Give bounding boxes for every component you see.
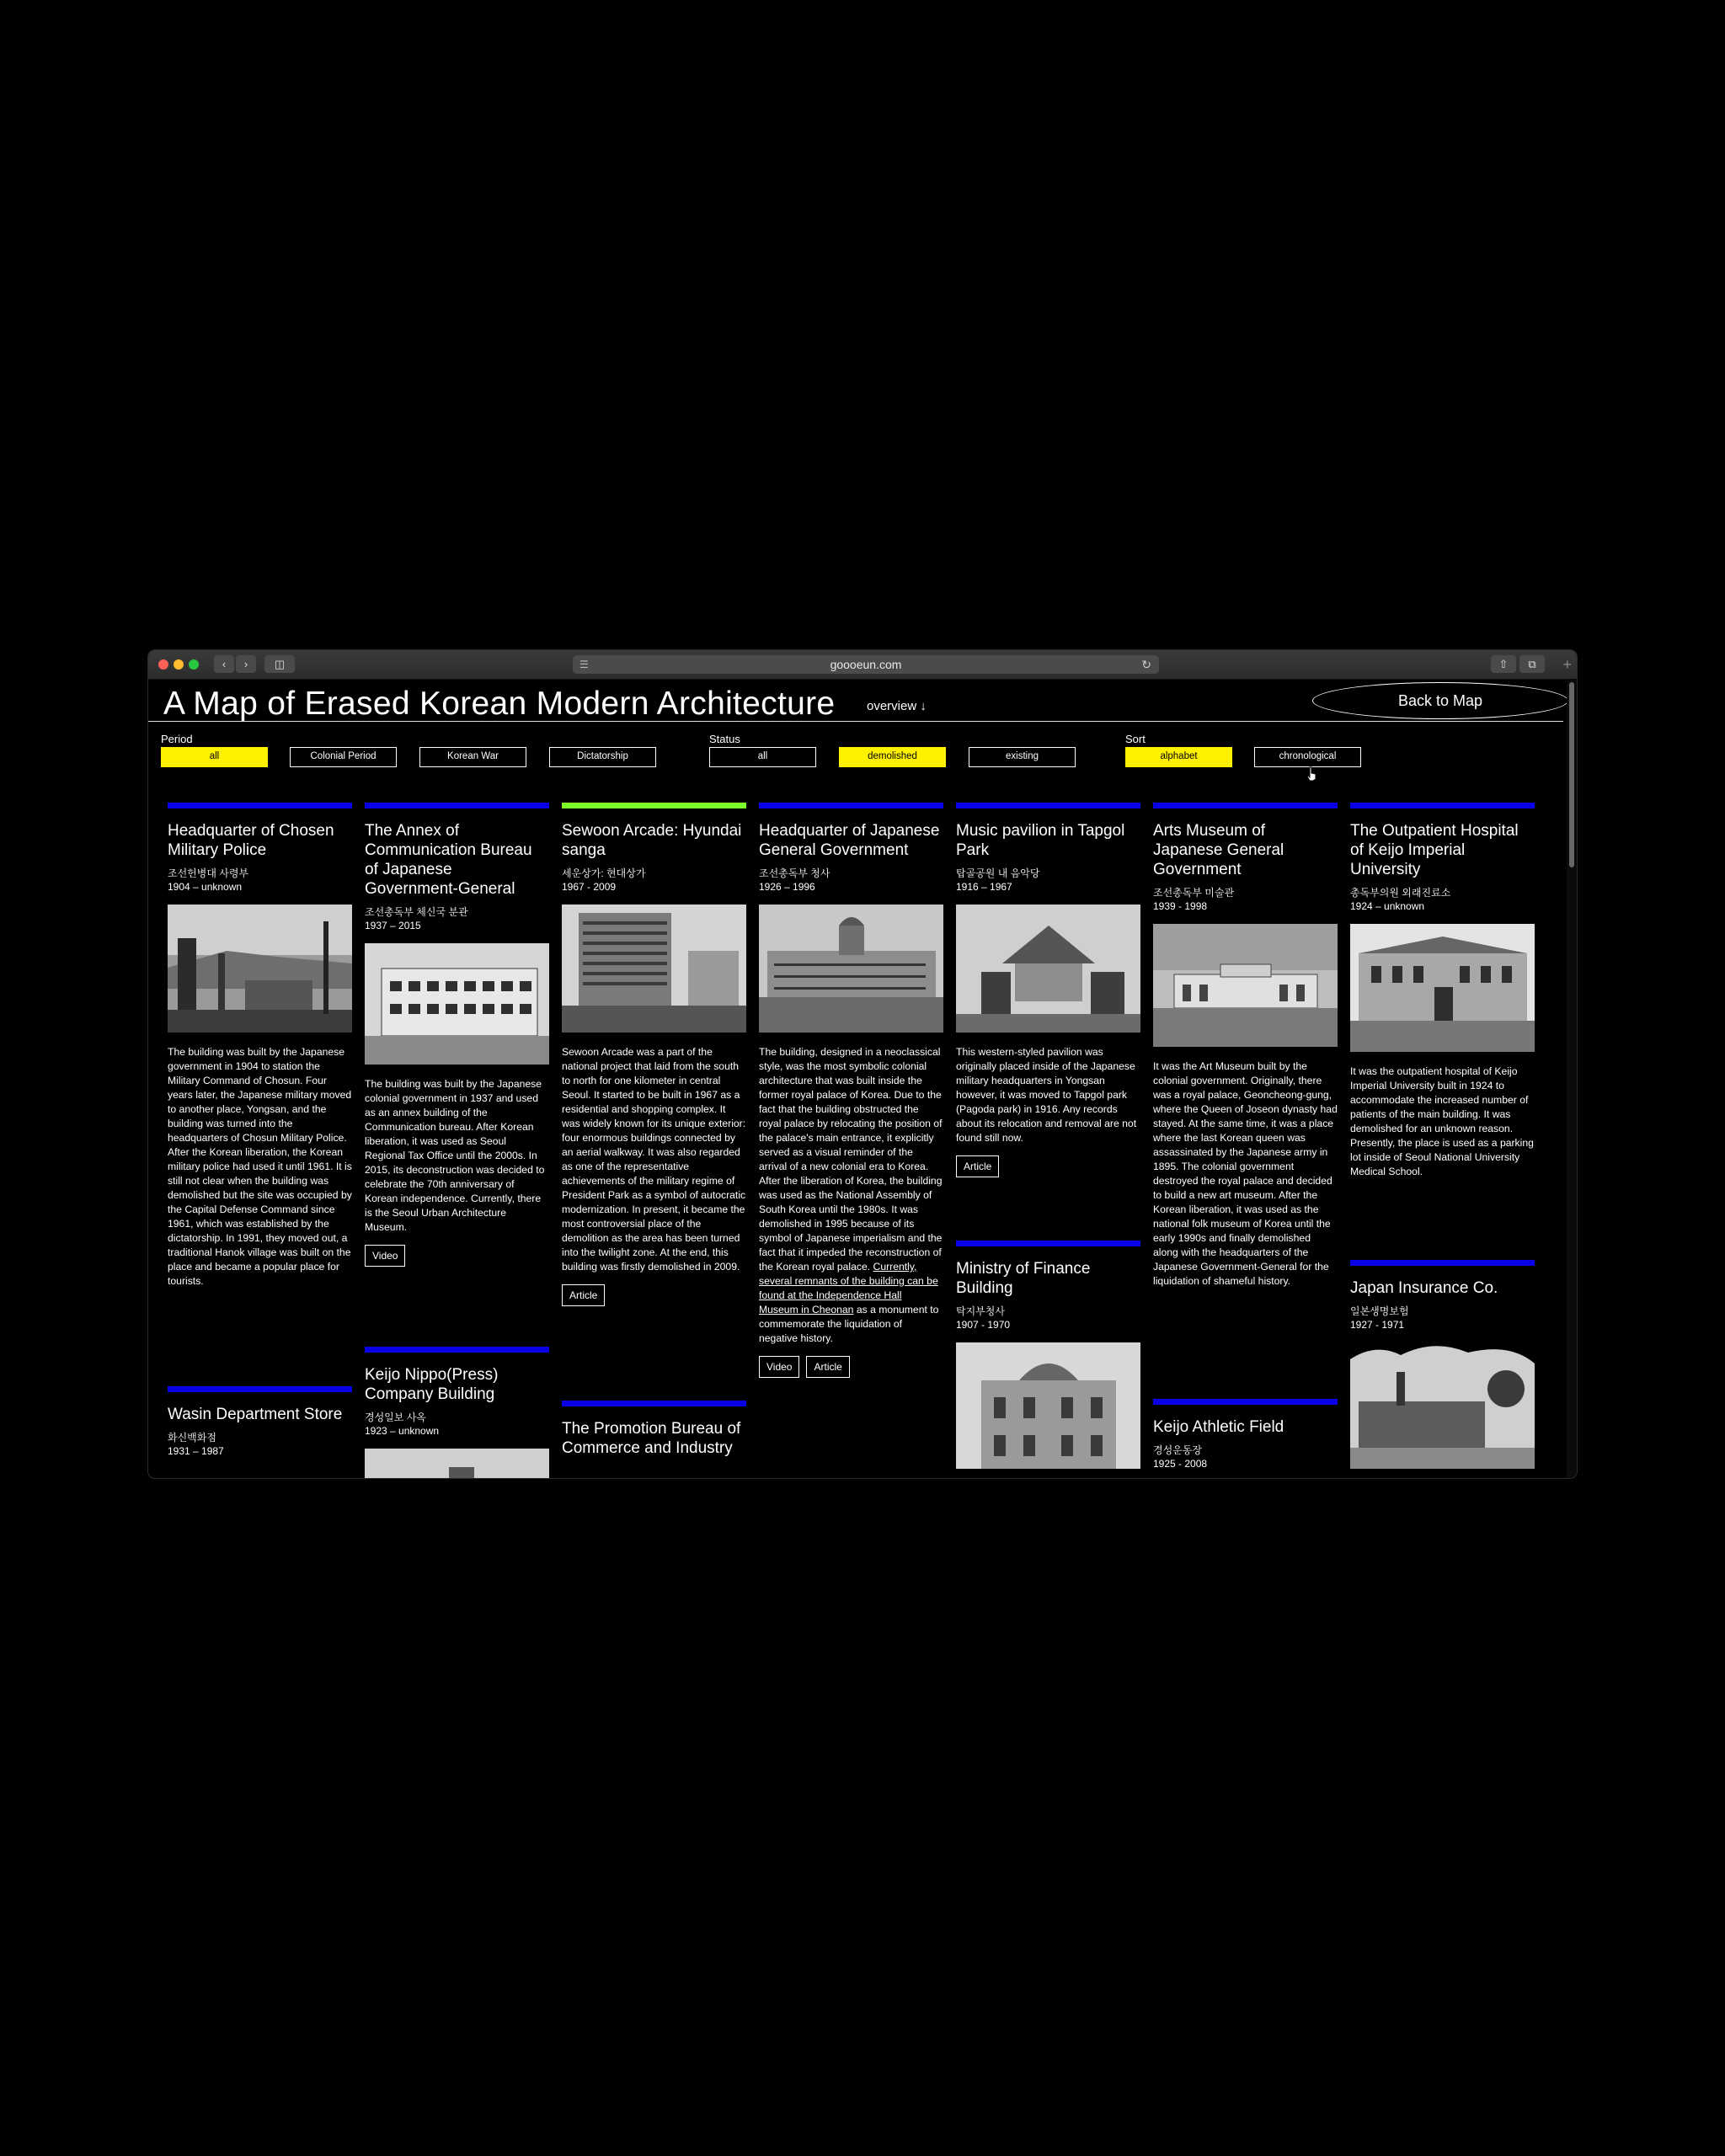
card-korean-name: 화신백화점 xyxy=(168,1432,216,1444)
card-korean-name: 일본생명보험 xyxy=(1350,1305,1409,1317)
page-title: A Map of Erased Korean Modern Architecture xyxy=(163,686,836,722)
back-to-map-button[interactable]: Back to Map xyxy=(1312,682,1568,719)
card-description: It was the outpatient hospital of Keijo Imperial University built in 1924 to accommodate the increased number of patients of the main building. It was demolished for an unknown reason. Presently, the place is used as a parking lot inside of Seoul National University Medical School. xyxy=(1350,1065,1534,1177)
card-description: The building was built by the Japanese colonial government in 1937 and used as an annex building of the Communication bureau. After Korean liberation, it was used as Seoul Regional Tax Office until the 2000s. In 2015, its deconstruction was decided to celebrate the 70th anniversary of Korean independence. Currently, there is the Seoul Urban Architecture Museum. xyxy=(365,1078,545,1233)
card-korean-name: 조선헌병대 사령부 xyxy=(168,867,249,879)
tabs-icon[interactable]: ⧉ xyxy=(1519,655,1545,673)
sort-label: Sort xyxy=(1125,733,1146,745)
card-title[interactable]: Headquarter of Japanese General Government xyxy=(759,822,940,859)
card-chosen-military-police[interactable] xyxy=(168,803,352,1289)
card-title[interactable]: Music pavilion in Tapgol Park xyxy=(956,822,1125,859)
card-photo xyxy=(1350,924,1535,1052)
card-description: The building was built by the Japanese government in 1904 to station the Military Command of Chosun. Four years later, the Japanese military moved to another place, Yongsan, and the building was turned into the headquarters of Chosun Military Police. After the Korean liberation, the Korean military police had used it until 1961. It is still not clear when the building was demolished but the site was occupied by the Capital Defense Command since 1961, which was established by the dictatorship. In 1991, they moved out, a traditional Hanok village was built on the place and became a popular place for tourists. xyxy=(168,1046,352,1287)
card-bar xyxy=(562,1401,746,1406)
card-description-end: as a monument to commemorate the liquidation of negative history. xyxy=(759,1304,939,1344)
card-korean-name: 조선총독부 청사 xyxy=(759,867,830,879)
filter-status-all[interactable]: all xyxy=(709,747,816,767)
card-wasin-department-store[interactable] xyxy=(168,1386,352,1458)
article-button[interactable]: Article xyxy=(562,1284,605,1306)
maximize-window-icon[interactable] xyxy=(189,659,199,670)
card-arts-museum[interactable] xyxy=(1153,803,1338,1289)
card-bar xyxy=(1153,803,1338,808)
card-communication-bureau-annex[interactable] xyxy=(365,803,549,1267)
site-header xyxy=(148,679,1563,722)
back-arrow-icon[interactable]: ‹ xyxy=(214,655,234,673)
card-keijo-nippo[interactable] xyxy=(365,1347,549,1478)
card-years: 1907 - 1970 xyxy=(956,1319,1011,1331)
filter-status-demolished[interactable]: demolished xyxy=(839,747,946,767)
card-tapgol-music-pavilion[interactable] xyxy=(956,803,1140,1177)
filter-period-dictatorship[interactable]: Dictatorship xyxy=(549,747,656,767)
card-photo xyxy=(956,1342,1140,1469)
card-photo xyxy=(759,905,943,1033)
card-years: 1925 - 2008 xyxy=(1153,1458,1208,1470)
card-description-text: The building, designed in a neoclassical style, was the most symbolic colonial architecture that was built inside the former royal palace of Korea. Due to the fact that the building obstructed the royal palace by relocating the position of the palace's main entrance, it explicitly served as a visual reminder of the arrival of a new colonial era to Korea. After the liberation of Korea, the building was used as the National Assembly of South Korea until the 1980s. It was demolished in 1995 because of its symbol of Japanese imperialism and the fact that it impeded the reconstruction of the Korean royal palace. xyxy=(759,1046,943,1273)
video-button[interactable]: Video xyxy=(759,1356,799,1378)
card-years: 1967 - 2009 xyxy=(562,881,617,893)
card-korean-name: 조선총독부 체신국 분관 xyxy=(365,906,468,918)
card-photo xyxy=(168,905,352,1033)
card-title[interactable]: The Promotion Bureau of Commerce and Industry xyxy=(562,1420,741,1457)
card-title[interactable]: Headquarter of Chosen Military Police xyxy=(168,822,334,859)
card-korean-name: 경성일보 사옥 xyxy=(365,1412,426,1423)
card-ministry-of-finance[interactable] xyxy=(956,1241,1140,1469)
sort-chronological[interactable]: chronological xyxy=(1254,747,1361,767)
card-korean-name: 세운상가: 현대상가 xyxy=(562,867,646,879)
filter-period-all[interactable]: all xyxy=(161,747,268,767)
article-button[interactable]: Article xyxy=(956,1155,999,1177)
article-button[interactable]: Article xyxy=(806,1356,849,1378)
card-title[interactable]: Keijo Athletic Field xyxy=(1153,1418,1284,1436)
share-icon[interactable]: ⇧ xyxy=(1491,655,1516,673)
card-japan-insurance[interactable] xyxy=(1350,1260,1535,1469)
card-promotion-bureau[interactable] xyxy=(562,1401,746,1458)
status-label: Status xyxy=(709,733,740,745)
card-bar xyxy=(759,803,943,808)
card-years: 1923 – unknown xyxy=(365,1425,440,1437)
card-korean-name: 탑골공원 내 음악당 xyxy=(956,867,1040,879)
card-korean-name: 탁지부청사 xyxy=(956,1305,1005,1317)
period-label: Period xyxy=(161,733,193,745)
card-bar xyxy=(956,803,1140,808)
card-keijo-athletic-field[interactable] xyxy=(1153,1399,1338,1470)
card-photo xyxy=(956,905,1140,1033)
reload-icon[interactable]: ↻ xyxy=(1141,658,1151,671)
forward-arrow-icon[interactable]: › xyxy=(236,655,256,673)
card-korean-name: 경성운동장 xyxy=(1153,1444,1202,1456)
new-tab-icon[interactable]: + xyxy=(1562,656,1572,673)
card-years: 1937 – 2015 xyxy=(365,920,421,931)
card-inline-link[interactable]: Currently, several remnants of the building can be found at the Independence Hall Museum in Cheonan xyxy=(759,1261,938,1315)
url-text: goooeun.com xyxy=(830,658,902,671)
sidebar-toggle-icon[interactable]: ◫ xyxy=(264,655,295,673)
card-outpatient-hospital[interactable] xyxy=(1350,803,1535,1179)
address-bar[interactable] xyxy=(573,655,1159,674)
scrollbar[interactable] xyxy=(1567,679,1577,1478)
close-window-icon[interactable] xyxy=(158,659,168,670)
card-korean-name: 총독부의원 외래진료소 xyxy=(1350,887,1451,899)
card-description: Sewoon Arcade was a part of the national project that laid from the south to north for one kilometer in central Seoul. It started to be built in 1967 as a residential and shopping complex. It was widely known for its unique exterior: four enormous buildings connected by an aerial walkway. It was also regarded as one of the representative achievements of the military regime of President Park as a symbol of autocratic modernization. In present, it became the most controversial place of the demolition as the area has been turned into the twilight zone. At the end, this building was firstly demolished in 2009. xyxy=(562,1046,746,1273)
card-years: 1924 – unknown xyxy=(1350,900,1425,912)
browser-toolbar xyxy=(148,650,1577,680)
card-bar xyxy=(365,1347,549,1353)
card-bar xyxy=(562,803,746,808)
card-title[interactable]: Keijo Nippo(Press) Company Building xyxy=(365,1366,499,1403)
video-button[interactable]: Video xyxy=(365,1245,405,1267)
card-years: 1904 – unknown xyxy=(168,881,243,893)
card-japanese-general-government[interactable] xyxy=(759,803,943,1378)
card-title[interactable]: Arts Museum of Japanese General Government xyxy=(1153,822,1284,878)
card-title[interactable]: The Outpatient Hospital of Keijo Imperial University xyxy=(1350,822,1519,878)
card-title[interactable]: The Annex of Communication Bureau of Japanese Government-General xyxy=(365,822,532,898)
hand-cursor-icon xyxy=(1306,766,1317,782)
card-korean-name: 조선총독부 미술관 xyxy=(1153,887,1235,899)
scrollbar-thumb[interactable] xyxy=(1569,682,1574,867)
card-description xyxy=(759,1045,943,1346)
card-photo xyxy=(365,1449,549,1478)
sort-alphabet[interactable]: alphabet xyxy=(1125,747,1232,767)
card-photo xyxy=(1153,924,1338,1047)
card-title[interactable]: Japan Insurance Co. xyxy=(1350,1279,1498,1297)
card-bar xyxy=(956,1241,1140,1246)
card-years: 1931 – 1987 xyxy=(168,1445,224,1457)
card-photo xyxy=(365,943,549,1065)
reader-icon[interactable]: ☰ xyxy=(579,659,589,670)
card-description: It was the Art Museum built by the colonial government. Originally, there was a royal palace, Geoncheong-gung, where the Queen of Joseon dynasty had stayed. At the same time, it was a place where the last Korean queen was assassinated by the Japanese army in 1895. The colonial government destroyed the royal palace and decided to build a new art museum. After the Korean liberation, it was used as the national folk museum of Korea until the early 1990s and finally demolished along with the headquarters of the Japanese Government-General for the liquidation of shameful history. xyxy=(1153,1060,1338,1287)
card-description: This western-styled pavilion was originally placed inside of the Japanese military headquarters in Yongsan however, it was moved to Tapgol park (Pagoda park) in 1916. Any records about its relocation and removal are not found still now. xyxy=(956,1046,1137,1144)
card-title[interactable]: Wasin Department Store xyxy=(168,1406,343,1423)
card-years: 1939 - 1998 xyxy=(1153,900,1208,912)
card-years: 1927 - 1971 xyxy=(1350,1319,1405,1331)
card-title[interactable]: Ministry of Finance Building xyxy=(956,1260,1091,1297)
filter-period-colonial[interactable]: Colonial Period xyxy=(290,747,397,767)
card-bar xyxy=(168,803,352,808)
card-years: 1926 – 1996 xyxy=(759,881,815,893)
card-photo xyxy=(562,905,746,1033)
card-bar xyxy=(1350,803,1535,808)
card-bar xyxy=(168,1386,352,1392)
minimize-window-icon[interactable] xyxy=(174,659,184,670)
filter-status-existing[interactable]: existing xyxy=(969,747,1076,767)
filter-period-korean-war[interactable]: Korean War xyxy=(419,747,526,767)
card-years: 1916 – 1967 xyxy=(956,881,1012,893)
card-bar xyxy=(1350,1260,1535,1266)
card-photo xyxy=(1350,1342,1535,1469)
card-bar xyxy=(1153,1399,1338,1405)
browser-window xyxy=(148,650,1577,1478)
card-bar xyxy=(365,803,549,808)
card-title[interactable]: Sewoon Arcade: Hyundai sanga xyxy=(562,822,742,859)
card-sewoon-arcade[interactable] xyxy=(562,803,746,1306)
overview-link[interactable]: overview ↓ xyxy=(867,699,927,713)
